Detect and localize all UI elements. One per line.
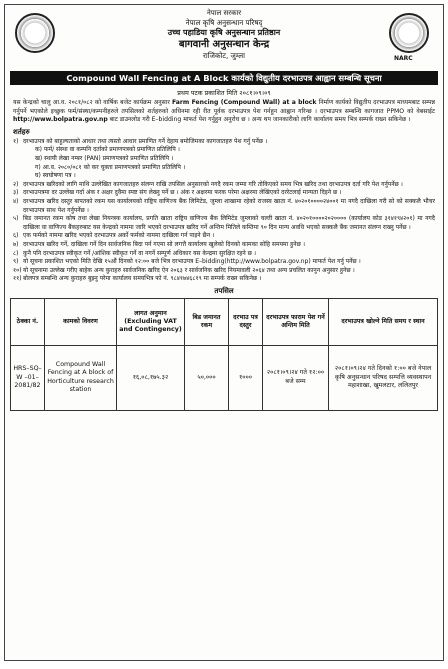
narc-logo-icon <box>389 13 429 62</box>
subrule-list <box>35 146 185 180</box>
intro-bold-link[interactable]: http://www.bolpatra.gov.np <box>13 116 108 124</box>
header-opening-time-place: दरभाउपत्र खोल्ने मिति समय र स्थान <box>329 298 438 345</box>
notice-page <box>4 4 444 661</box>
rule-number: १०) <box>13 266 22 274</box>
rule-number: ९) <box>13 258 19 266</box>
rule-text: बिड जमानत रकम कोष तथा लेखा नियन्त्रक कार्यालय, प्रगति खाता राष्ट्रिय वाणिज्य बैंक लिमिटेड जुम्लाको चल्ती खाता नं. ४०२०१००००२०२०००० (कार्यालय कोड ३१४१९४२०१) मा नगदै दाखिला वा वाणिज्य बैंकहरुबाट यस केन्द्रको नाममा जारि भएको दरभाउपत्र खरिद गर्ने अन्तिम मितिले कम्तिमा ९० दिन मान्य अवधि भएको सक्कलै बैंक जमानत संलग्न राख्नु पर्नेछ । <box>23 215 435 231</box>
subrule-item: घ) स्वघोषणा पत्र । <box>35 172 76 180</box>
narc-logo-text: NARC <box>394 55 413 62</box>
cell-submission-deadline: २०८१।०९।२४ गते १२:०० बजे सम्म <box>263 345 329 410</box>
intro-text-2: निर्माण कार्यको विद्युतीय दरभाउपत्र माध्यमबाट सम्पन्न गर्नुपर्ने भएकोले इच्छुक फर्म/संस्था/कम्पनीहरुले तपसिलको शर्तहरुको अधिनमा रही रीत पूर्वक दरभाउपत्र पेश गर्नहुन आह्वान गरिन्छ । दरभाउपत्र सम्बन्धि कागजात PPMO को वेबसाईट <box>13 99 436 115</box>
header-line-council: नेपाल कृषि अनुसन्धान परिषद् <box>185 18 263 27</box>
header-line-centre: बागवानी अनुसन्धान केन्द्र <box>178 39 270 50</box>
header-line-government: नेपाल सरकार <box>206 9 242 17</box>
rule-text: यो सूचना प्रकाशित भएको मिति देखि १५औं दिनको १२:०० बजे भित्र दरभाउपत्र E–bidding(http://www.bolpatra.gov.np) माफर्त पेश गर्नु पर्नेछ । <box>23 258 361 266</box>
header-line-institute: उच्च पहाडिया कृषि अनुसन्धान प्रतिष्ठान <box>167 28 281 37</box>
rule-item <box>13 232 435 241</box>
rule-text: दरभाउपत्र खरिदको लागि माथि उल्लेखित कागजातहरु संलग्न राखि तपसिल अनुसारको नगदै रकम जम्मा गरि तोकिएको समय भित्र खरिद तथा दरभाउपत्र दर्ता गरि पेश गर्नुपर्नेछ । <box>23 180 403 188</box>
header-submission-deadline: दरभाउपत्र फाराम पेश गर्ने अन्तिम मिति <box>263 298 329 345</box>
rule-item <box>13 275 435 284</box>
rule-number: ८) <box>13 249 19 257</box>
publish-date: प्रथम पटक प्रकाशित मिति २०८१।०९।०९ <box>177 89 271 97</box>
cell-bid-security: ५०,००० <box>185 345 229 410</box>
subrule-item: ख) स्थायी लेखा नम्बर (PAN) प्रमाणपत्रको प्रमाणित प्रतिलिपि । <box>35 154 174 162</box>
intro-text-3: बाट डाउनलोड गरी E–bidding माफर्त पेश गर्नुहुन अनुरोध छ । अन्य थप जानकारीको लागि कार्यालय समय भित्र सम्पर्क राख्न सकिनेछ । <box>109 116 411 124</box>
rule-item <box>13 250 435 259</box>
intro-paragraph <box>13 99 435 125</box>
header-line-location: राजिकोट, जुम्ला <box>202 51 245 60</box>
subrule-item: ग) आ.व. २०८०/०८१ को कर चुक्ता प्रमाणपत्रको प्रमाणित प्रतिलिपि । <box>35 163 186 171</box>
rule-number: १) <box>13 137 19 145</box>
subrule-item: क) फर्म/ संस्था वा कम्पनि दर्ताको प्रमाणपत्रको प्रमाणित प्रतिलिपि । <box>35 146 180 154</box>
header-bid-security: बिड जमानत रकम <box>185 298 229 345</box>
rules-list <box>13 138 435 284</box>
table-row <box>11 345 438 410</box>
rule-item <box>13 241 435 250</box>
header-contract-no: ठेक्का नं. <box>11 298 45 345</box>
rule-number: ७) <box>13 240 19 248</box>
cell-contract-no: HRS–SQ–W –01–2081/82 <box>11 345 45 410</box>
header-work-description: कामको विवरण <box>45 298 117 345</box>
rule-number: २) <box>13 180 19 188</box>
rule-number: ६) <box>13 232 19 240</box>
rule-number: ४) <box>13 197 19 205</box>
rules-title: शर्तहरु <box>13 127 30 136</box>
header-cost-estimate: लागत अनुमान (Excluding VAT and Contingency) <box>117 298 185 345</box>
rule-item <box>13 198 435 215</box>
rule-item <box>13 215 435 232</box>
cell-work-description: Compound Wall Fencing at A block of Horticulture research station <box>45 345 117 410</box>
header-bid-fee: दरभाउ पत्र दस्तुर <box>229 298 263 345</box>
rule-text: दरभाउपत्र खरिद दस्तुर बापतको रकम यस कार्यालयको राष्ट्रिय वाणिज्य बैंक लिमिटेड, जुम्ला शाखामा रहेको राजस्व खाता नं. ४०२०१००००२४००१ मा नगदै दाखिला गरी सो को सक्कलै भौचर दरभाउपत्र साथ पेश गर्नुपर्नेछ । <box>23 197 435 214</box>
nepal-government-emblem-icon <box>15 13 55 53</box>
rule-text: दरभाउपत्र खरिद गर्ने, दाखिला गर्ने दिन सार्वजनिक बिदा पर्न गएमा सो लगत्तै कार्यालय खुलेको दिनको कामका सोहि समयमा हुनेछ । <box>23 240 306 248</box>
cell-opening-time-place: २०८१।०९।२४ गते दिनको १:०० बजे नेपाल कृषि अनुसन्धान परिषद सम्पत्ति व्यवस्थापन महाशाखा, खुमलटार, ललितपुर <box>329 345 438 410</box>
intro-text-1: यस केन्द्रको चालु आ.व. २०८१/०८२ को वार्षिक बजेट कार्यक्रम अनुसार <box>13 99 170 106</box>
rule-item <box>13 189 435 198</box>
rule-number: ३) <box>13 189 19 197</box>
rule-number: ११) <box>13 275 22 283</box>
rule-text: यो सूचनामा उल्लेख गरीए बाहेक अन्य कुराहरु सार्वजनिक खरिद ऐन २०६३ र सार्वजनिक खरिद नियमावली २०६४ तथा अन्य प्रचलित कानुन अनुसार हुनेछ । <box>23 266 355 274</box>
rule-text: दरभाउपत्रमा दर उल्लेख गर्दा अंक र अक्षर दुवैमा स्पष्ट संग लेख्नु पर्ने छ । अंक र अक्षरमा फरक परेमा अक्षरमा लेखिएको दररेटलाई मान्यता दिइने छ । <box>23 189 342 197</box>
rule-number: ५) <box>13 215 19 223</box>
rule-text: बोलपत्र सम्बन्धि अन्य कुराहरु बुझ्नु परेमा कार्यालय समयभित्र फो नं. ९८४१७४६८१९ मा सम्पर्क राख्न सकिनेछ । <box>23 275 262 283</box>
table-title: तपसिल <box>214 286 234 295</box>
rule-item <box>13 267 435 276</box>
intro-bold-project: Farm Fencing (Compound Wall) at a block <box>171 99 317 106</box>
subrule-block <box>13 146 435 180</box>
cell-cost-estimate: १६,०८,१७५.३२ <box>117 345 185 410</box>
rule-item <box>13 258 435 267</box>
notice-title-banner: Compound Wall Fencing at A Block कार्यको विद्युतीय दरभाउपत्र आह्वान सम्बन्धि सूचना <box>10 71 438 85</box>
rule-text: कुनै पनि दरभाउपत्र स्वीकृत गर्ने /आंशिक स्वीकृत गर्ने वा नगर्ने सम्पूर्ण अधिकार यस केन्द्रमा सुरक्षित रहने छ । <box>23 249 257 257</box>
cell-bid-fee: १००० <box>229 345 263 410</box>
table-header-row <box>11 298 438 345</box>
tender-details-table <box>10 298 438 411</box>
rule-text: एक फर्मको नाममा खरिद भएको दरभाउपत्र अर्को फर्मको नाममा दाखिला गर्न पाइने छैन । <box>23 232 215 240</box>
header <box>5 5 443 71</box>
rule-text: दरभाउपत्र को बाहुल्यताको आधार तथा त्यस्तो आधार प्रमाणित गर्ने देहाय बमोजिमका कागजातहरु पेश गर्नु पर्नेछ । <box>23 137 268 145</box>
